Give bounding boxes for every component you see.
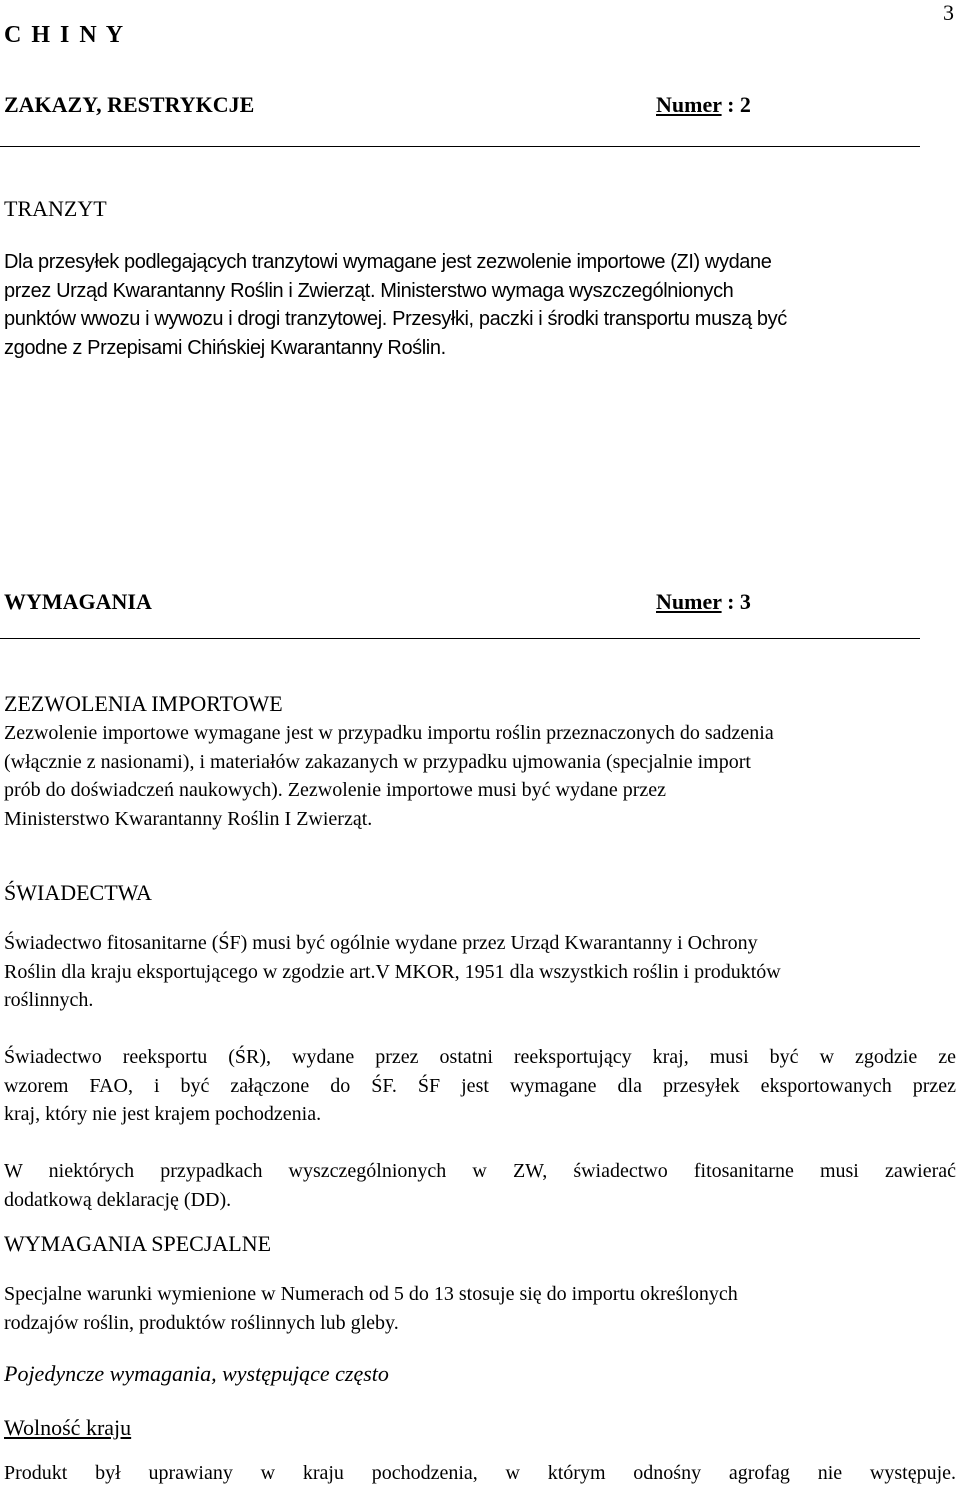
special-requirements-heading: WYMAGANIA SPECJALNE — [4, 1231, 272, 1256]
certificates-heading: ŚWIADECTWA — [4, 880, 152, 905]
text-line: Ministerstwo Kwarantanny Roślin I Zwierząt. — [4, 807, 373, 830]
numer-label: Numer — [656, 589, 722, 614]
text-line: Produkt był uprawiany w kraju pochodzenia, w którym odnośny agrofag nie występuje. — [4, 1462, 956, 1484]
text-line: Dla przesyłek podlegających tranzytowi wymagane jest zezwolenie importowe (ZI) wydane — [4, 251, 772, 273]
text-line: Świadectwo fitosanitarne (ŚF) musi być ogólnie wydane przez Urząd Kwarantanny i Ochrony — [4, 932, 758, 954]
text-line: Specjalne warunki wymienione w Numerach od 5 do 13 stosuje się do importu określonych — [4, 1283, 738, 1305]
country-title: C H I N Y — [4, 22, 126, 48]
section-divider — [0, 146, 920, 147]
text-line: roślinnych. — [4, 989, 94, 1011]
page-number: 3 — [943, 0, 954, 25]
text-line: Świadectwo reeksportu (ŚR), wydane przez ostatni reeksportujący kraj, musi być w zgodzie ze — [4, 1046, 956, 1068]
text-line: (włącznie z nasionami), i materiałów zakazanych w przypadku ujmowania (specjalnie import — [4, 750, 751, 773]
section-title-restrictions: ZAKAZY, RESTRYKCJE — [4, 92, 255, 117]
import-permits-heading: ZEZWOLENIA IMPORTOWE — [4, 691, 283, 716]
numer-value: : 3 — [721, 589, 751, 614]
text-line: prób do doświadczeń naukowych). Zezwolenie importowe musi być wydane przez — [4, 779, 667, 801]
text-line: wzorem FAO, i być załączone do ŚF. ŚF jest wymagane dla przesyłek eksportowanych przez — [4, 1074, 956, 1097]
numer-value: : 2 — [721, 92, 751, 117]
special-requirements-paragraph — [4, 1280, 956, 1337]
section-title-requirements: WYMAGANIA — [4, 589, 152, 614]
text-line: kraj, który nie jest krajem pochodzenia. — [4, 1103, 322, 1125]
import-permits-paragraph — [4, 719, 956, 833]
country-freedom-heading: Wolność kraju — [4, 1415, 132, 1440]
frequent-requirements-heading: Pojedyncze wymagania, występujące często — [4, 1361, 389, 1386]
numer-label: Numer — [656, 92, 722, 117]
text-line: Roślin dla kraju eksportującego w zgodzie art.V MKOR, 1951 dla wszystkich roślin i produktów — [4, 960, 781, 983]
text-line: rodzajów roślin, produktów roślinnych lub gleby. — [4, 1311, 399, 1334]
text-line: zgodne z Przepisami Chińskiej Kwarantanny Roślin. — [4, 336, 446, 359]
numer-label-3 — [656, 589, 751, 615]
text-line: Zezwolenie importowe wymagane jest w przypadku importu roślin przeznaczonych do sadzenia — [4, 722, 774, 744]
section-divider — [0, 638, 920, 639]
text-line: punktów wwozu i wywozu i drogi tranzytowej. Przesyłki, paczki i środki transportu muszą być — [4, 308, 787, 330]
transit-paragraph — [4, 248, 956, 362]
numer-label-2 — [656, 92, 751, 118]
country-freedom-paragraph — [4, 1459, 956, 1488]
additional-declaration-paragraph — [4, 1157, 956, 1214]
text-line: W niektórych przypadkach wyszczególnionych w ZW, świadectwo fitosanitarne musi zawierać — [4, 1160, 956, 1182]
phyto-certificate-paragraph — [4, 929, 956, 1015]
reexport-certificate-paragraph — [4, 1043, 956, 1129]
transit-heading: TRANZYT — [4, 196, 107, 221]
text-line: dodatkową deklarację (DD). — [4, 1188, 232, 1211]
text-line: przez Urząd Kwarantanny Roślin i Zwierząt. Ministerstwo wymaga wyszczególnionych — [4, 279, 734, 302]
